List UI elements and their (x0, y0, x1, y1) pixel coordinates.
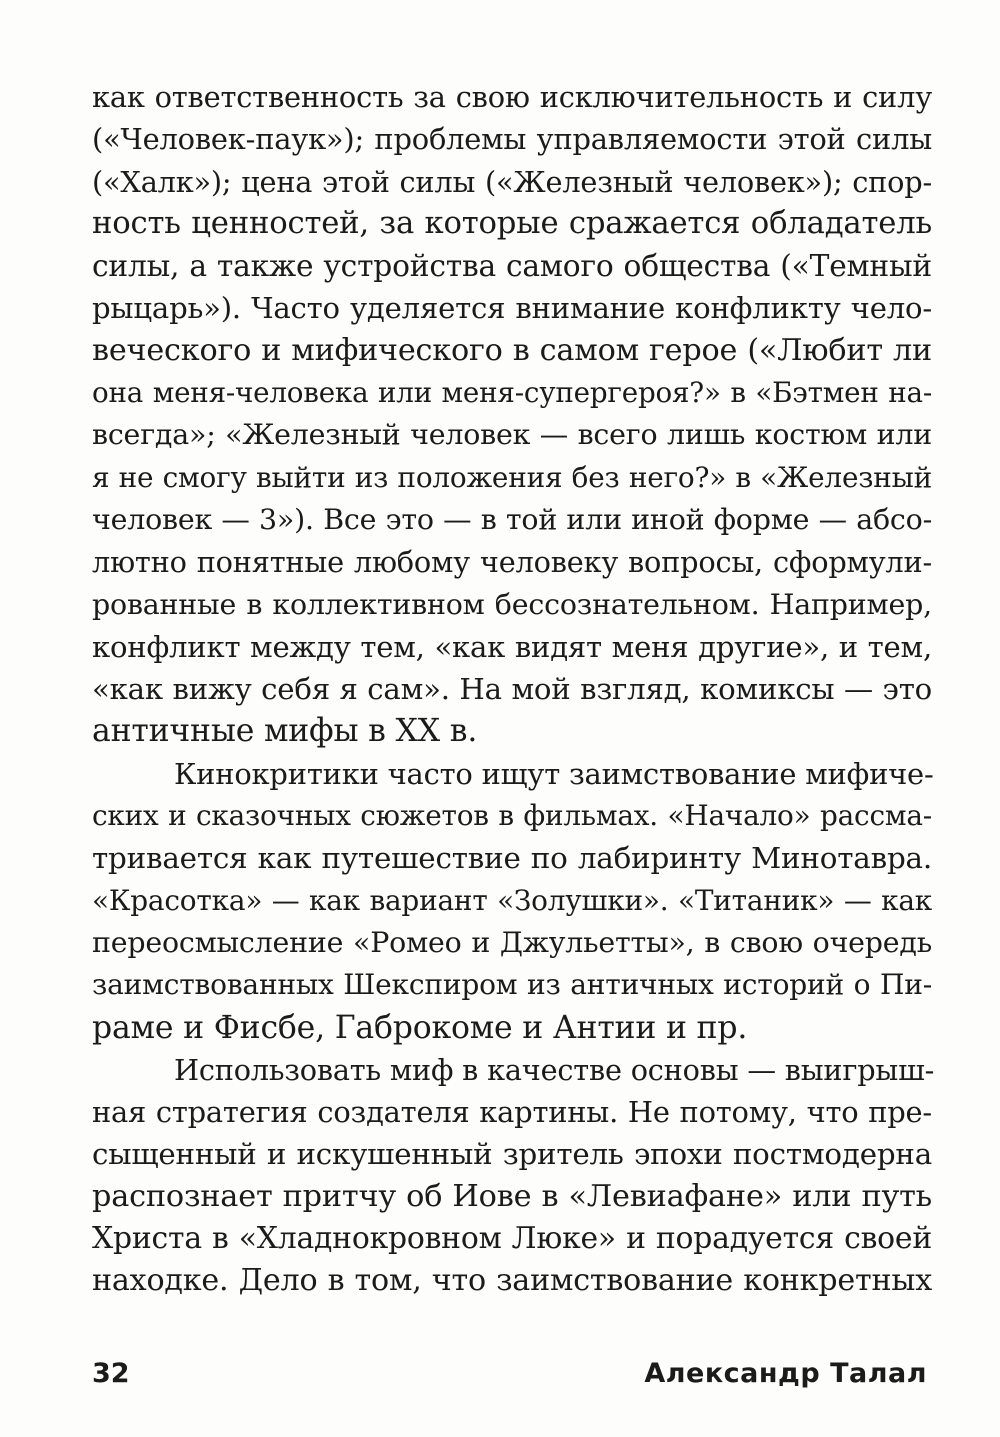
running-footer-author: Александр Талал (644, 1358, 927, 1389)
body-text (92, 76, 935, 1303)
text-line: раме и Фисбе, Габрокоме и Антии и пр. (92, 1009, 748, 1046)
text-line: («Человек-паук»); проблемы управляемости этой силы (92, 122, 932, 157)
page-number: 32 (92, 1358, 130, 1389)
text-line: лютно понятные любому человеку вопросы, сформули- (92, 545, 932, 580)
text-line: Христа в «Хладнокровном Люке» и порадуется своей (92, 1221, 932, 1257)
text-line: ная стратегия создателя картины. Не потому, что пре- (92, 1095, 932, 1130)
text-line: человек — 3»). Все это — в той или иной форме — абсо- (92, 502, 932, 536)
text-line: как ответственность за свою исключительность и силу (92, 80, 932, 114)
text-line: Кинокритики часто ищут заимствование мифиче- (174, 756, 934, 791)
text-line: тривается как путешествие по лабиринту Минотавра. (92, 841, 932, 876)
text-line: всегда»; «Железный человек — всего лишь костюм или (92, 418, 932, 452)
text-line: Использовать миф в качестве основы — выигрыш- (174, 1052, 935, 1087)
text-line: сыщенный и искушенный зритель эпохи постмодерна (92, 1137, 932, 1172)
text-line: переосмысление «Ромео и Джульетты», в свою очередь (92, 925, 932, 959)
text-line: веческого и мифического в самом герое («Любит ли (92, 332, 932, 368)
text-line: («Халк»); цена этой силы («Железный человек»); спор- (92, 164, 932, 199)
text-line: я не смогу выйти из положения без него?» в «Железный (92, 460, 932, 494)
text-line: находке. Дело в том, что заимствование конкретных (92, 1263, 932, 1299)
text-line: заимствованных Шекспиром из античных историй о Пи- (92, 968, 932, 1002)
text-line: рыцарь»). Часто уделяется внимание конфликту чело- (92, 291, 932, 326)
text-line: ность ценностей, за которые сражается обладатель (92, 205, 932, 241)
text-line: распознает притчу об Иове в «Левиафане» или путь (92, 1178, 932, 1214)
text-line: рованные в коллективном бессознательном. Например, (92, 587, 932, 621)
text-line: она меня-человека или меня-супергероя?» в «Бэтмен на- (92, 376, 932, 410)
text-line: ских и сказочных сюжетов в фильмах. «Начало» рассма- (92, 799, 932, 833)
page-footer (92, 1358, 927, 1398)
text-line: античные мифы в XX в. (92, 713, 478, 750)
text-line: конфликт между тем, «как видят меня другие», и тем, (92, 629, 932, 664)
text-line: силы, а также устройства самого общества («Темный (92, 248, 932, 284)
text-line: «как вижу себя я сам». На мой взгляд, комиксы — это (92, 672, 932, 707)
text-line: «Красотка» — как вариант «Золушки». «Титаник» — как (92, 883, 932, 917)
